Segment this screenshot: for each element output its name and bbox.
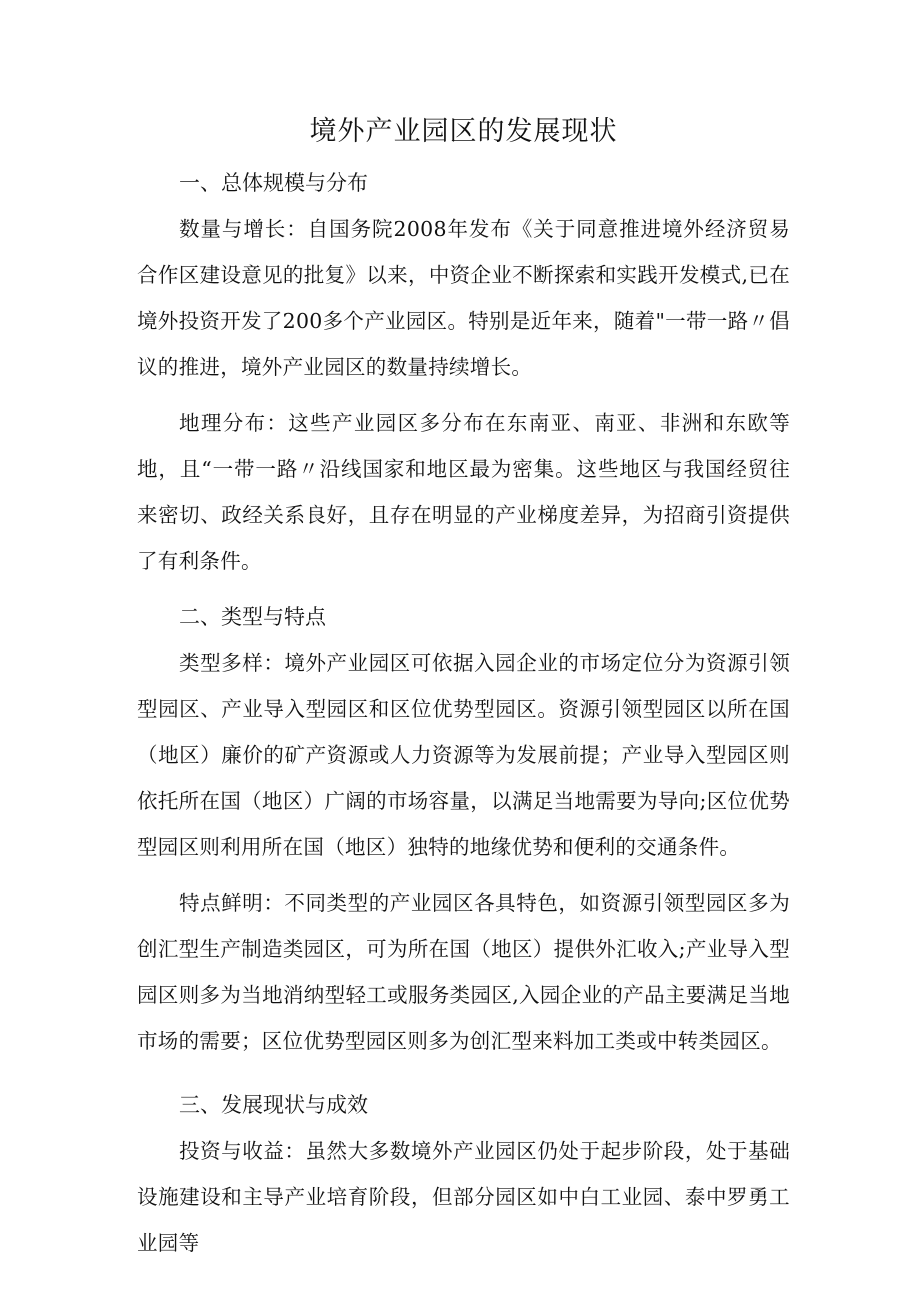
document-title: 境外产业园区的发展现状	[309, 116, 618, 147]
paragraph-features: 特点鲜明：不同类型的产业园区各具特色，如资源引领型园区多为创汇型生产制造类园区，可为所在国（地区）提供外汇收入;产业导入型园区则多为当地消纳型轻工或服务类园区,入园企业的产品主要满足当地市场的需要；区位优势型园区则多为创汇型来料加工类或中转类园区。	[137, 891, 790, 1053]
section-heading-1: 一、总体规模与分布	[179, 171, 368, 195]
section-heading-2: 二、类型与特点	[179, 605, 326, 629]
paragraph-investment-returns: 投资与收益：虽然大多数境外产业园区仍处于起步阶段，处于基础设施建设和主导产业培育阶段，但部分园区如中白工业园、泰中罗勇工业园等	[137, 1139, 790, 1255]
spacer	[137, 1074, 790, 1082]
paragraph-quantity-growth: 数量与增长：自国务院2008年发布《关于同意推进境外经济贸易合作区建设意见的批复》以来，中资企业不断探索和实践开发模式,已在境外投资开发了200多个产业园区。特别是近年来，随着"一带一路〃倡议的推进，境外产业园区的数量持续增长。	[137, 217, 790, 379]
section-heading-3: 三、发展现状与成效	[179, 1093, 368, 1117]
paragraph-types: 类型多样：境外产业园区可依据入园企业的市场定位分为资源引领型园区、产业导入型园区和区位优势型园区。资源引领型园区以所在国（地区）廉价的矿产资源或人力资源等为发展前提；产业导入型园区则依托所在国（地区）广阔的市场容量，以满足当地需要为导向;区位优势型园区则利用所在国（地区）独特的地缘优势和便利的交通条件。	[137, 651, 790, 859]
paragraph-geographic-distribution: 地理分布：这些产业园区多分布在东南亚、南亚、非洲和东欧等地，且“一带一路〃沿线国家和地区最为密集。这些地区与我国经贸往来密切、政经关系良好，且存在明显的产业梯度差异，为招商引资提供了有利条件。	[137, 411, 790, 573]
